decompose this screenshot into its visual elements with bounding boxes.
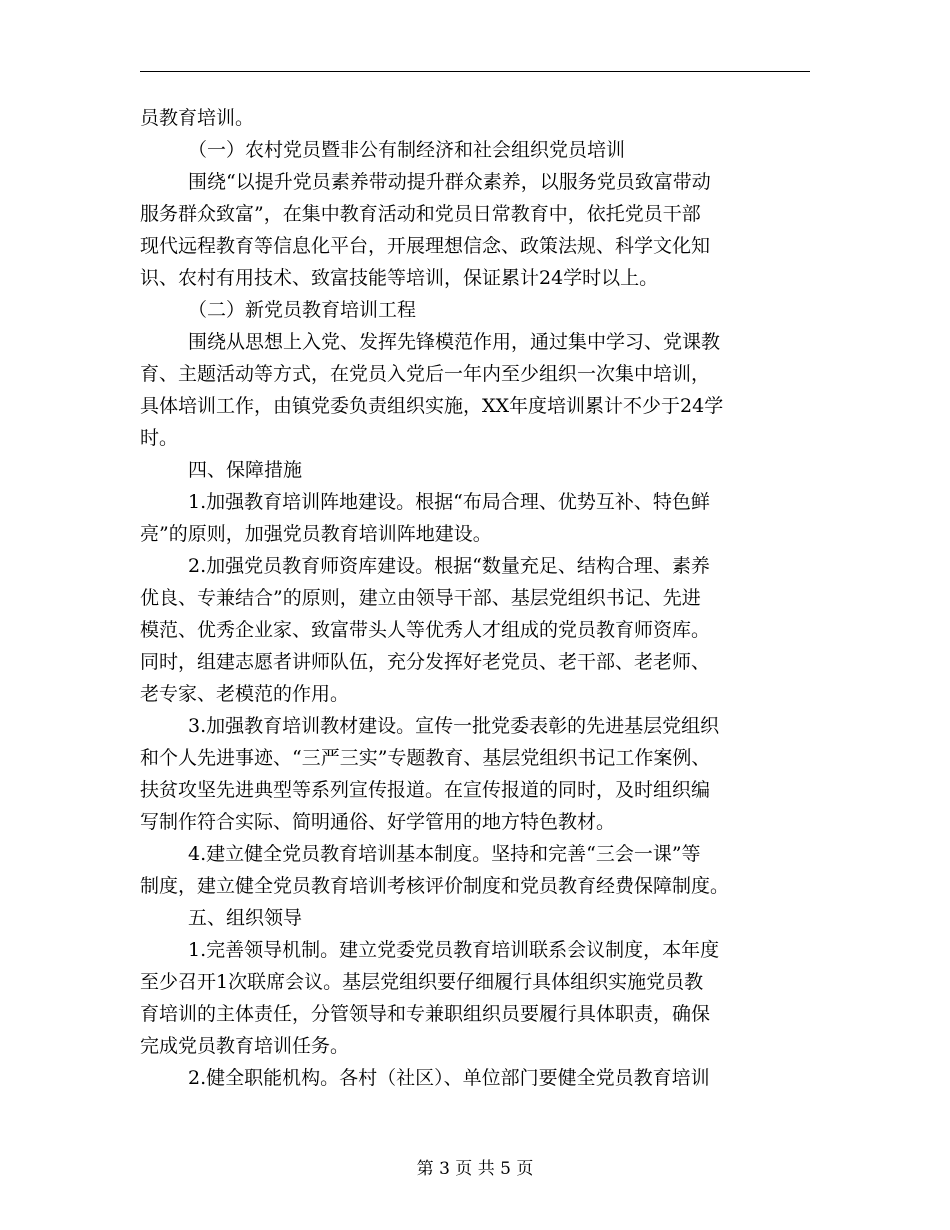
text-line: 优良、专兼结合”的原则，建立由领导干部、基层党组织书记、先进 <box>140 587 701 609</box>
text-line: 亮”的原则，加强党员教育培训阵地建设。 <box>140 523 492 545</box>
text-line: 围绕从思想上入党、发挥先锋模范作用，通过集中学习、党课教 <box>188 331 721 353</box>
text-line: 具体培训工作，由镇党委负责组织实施，XX年度培训累计不少于24学 <box>140 395 724 417</box>
text-line: 模范、优秀企业家、致富带头人等优秀人才组成的党员教育师资库。 <box>140 619 711 641</box>
text-line: 制度，建立健全党员教育培训考核评价制度和党员教育经费保障制度。 <box>140 875 730 897</box>
text-line: 育、主题活动等方式，在党员入党后一年内至少组织一次集中培训， <box>140 363 711 385</box>
text-line: （二）新党员教育培训工程 <box>188 299 417 321</box>
text-line: （一）农村党员暨非公有制经济和社会组织党员培训 <box>188 139 626 161</box>
text-line: 完成党员教育培训任务。 <box>140 1035 350 1057</box>
header-rule <box>140 71 810 72</box>
text-line: 员教育培训。 <box>140 107 255 129</box>
text-line: 扶贫攻坚先进典型等系列宣传报道。在宣传报道的同时，及时组织编 <box>140 779 711 801</box>
text-line: 至少召开1次联席会议。基层党组织要仔细履行具体组织实施党员教 <box>140 971 704 993</box>
text-line: 现代远程教育等信息化平台，开展理想信念、政策法规、科学文化知 <box>140 235 711 257</box>
text-line: 五、组织领导 <box>188 907 303 929</box>
text-line: 识、农村有用技术、致富技能等培训，保证累计24学时以上。 <box>140 267 659 289</box>
text-line: 2.加强党员教育师资库建设。根据“数量充足、结构合理、素养 <box>188 555 710 577</box>
text-line: 和个人先进事迹、“三严三实”专题教育、基层党组织书记工作案例、 <box>140 747 711 769</box>
text-line: 1.完善领导机制。建立党委党员教育培训联系会议制度，本年度 <box>188 939 720 961</box>
text-line: 1.加强教育培训阵地建设。根据“布局合理、优势互补、特色鲜 <box>188 491 710 513</box>
text-line: 老专家、老模范的作用。 <box>140 683 350 705</box>
text-line: 围绕“以提升党员素养带动提升群众素养，以服务党员致富带动 <box>188 171 711 193</box>
text-line: 4.建立健全党员教育培训基本制度。坚持和完善“三会一课”等 <box>188 843 701 865</box>
document-body <box>140 102 810 1094</box>
text-line: 写制作符合实际、简明通俗、好学管用的地方特色教材。 <box>140 811 616 833</box>
text-line: 时。 <box>140 427 179 449</box>
page-footer: 第 3 页 共 5 页 <box>416 1159 534 1179</box>
text-line: 3.加强教育培训教材建设。宣传一批党委表彰的先进基层党组织 <box>188 715 720 737</box>
text-line: 同时，组建志愿者讲师队伍，充分发挥好老党员、老干部、老老师、 <box>140 651 711 673</box>
text-line: 2.健全职能机构。各村（社区）、单位部门要健全党员教育培训 <box>188 1067 710 1089</box>
text-line: 四、保障措施 <box>188 459 303 481</box>
text-line: 育培训的主体责任，分管领导和专兼职组织员要履行具体职责，确保 <box>140 1003 711 1025</box>
text-line: 服务群众致富”，在集中教育活动和党员日常教育中，依托党员干部 <box>140 203 701 225</box>
